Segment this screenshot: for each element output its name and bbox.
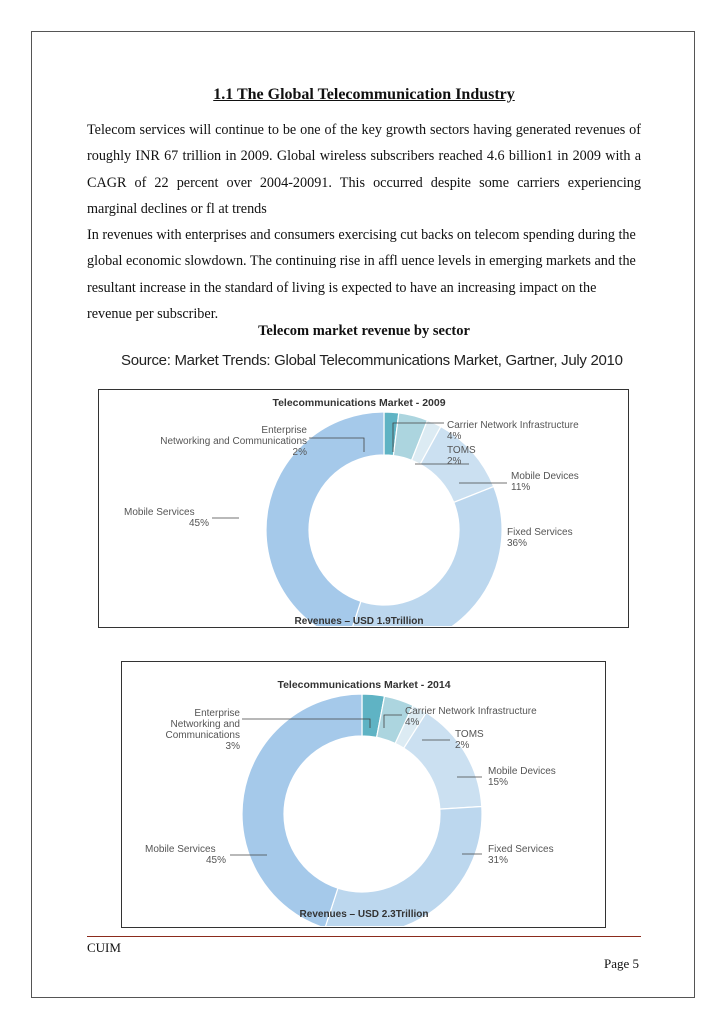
donut-chart-svg	[122, 662, 604, 926]
slice-label-enterprise-networking-and-communications: Enterprise Networking and Communications 2%	[160, 425, 307, 458]
footer-label: CUIM	[87, 940, 121, 955]
slice-label-mobile-devices: Mobile Devices 15%	[488, 766, 556, 788]
source-caption: Source: Market Trends: Global Telecommunications Market, Gartner, July 2010	[121, 352, 623, 369]
donut-chart-svg	[99, 390, 627, 626]
slice-label-enterprise-networking-and-communications: Enterprise Networking and Communications 3%	[165, 708, 240, 752]
donut-chart-2009	[98, 389, 629, 628]
chart-footer: Revenues – USD 2.3Trillion	[299, 909, 429, 920]
footer-rule	[87, 936, 641, 937]
slice-label-mobile-services: Mobile Services 45%	[124, 507, 209, 529]
chart-title: Telecommunications Market - 2014	[277, 679, 451, 691]
body-text	[87, 117, 641, 327]
section-heading: 1.1 The Global Telecommunication Industry	[213, 86, 515, 103]
slice-label-mobile-devices: Mobile Devices 11%	[511, 471, 579, 493]
slice-label-fixed-services: Fixed Services 36%	[507, 527, 573, 549]
slice-label-carrier-network-infrastructure: Carrier Network Infrastructure 4%	[405, 706, 537, 728]
page-number: Page 5	[603, 956, 639, 971]
slice-label-mobile-services: Mobile Services 45%	[145, 844, 226, 866]
slice-label-toms: TOMS 2%	[447, 445, 476, 467]
figure-title: Telecom market revenue by sector	[258, 323, 470, 339]
paragraph: Telecom services will continue to be one of the key growth sectors having generated revenues of roughly INR 67 trillion in 2009. Global wireless subscribers reached 4.6 billion1 in 2009 with a CAGR of 22 percent over 2004-20091. This occurred despite some carriers experiencing marginal declines or fl at trends	[87, 122, 641, 217]
slice-label-carrier-network-infrastructure: Carrier Network Infrastructure 4%	[447, 420, 579, 442]
chart-title: Telecommunications Market - 2009	[272, 397, 446, 409]
slice-label-fixed-services: Fixed Services 31%	[488, 844, 554, 866]
donut-chart-2014	[121, 661, 606, 928]
slice-label-toms: TOMS 2%	[455, 729, 484, 751]
slice-fixed-services	[348, 487, 502, 626]
chart-footer: Revenues – USD 1.9Trillion	[294, 616, 424, 626]
paragraph: In revenues with enterprises and consumers exercising cut backs on telecom spending during the global economic slowdown. The continuing rise in affl uence levels in emerging markets and the resultant increase in the standard of living is expected to have an increasing impact on the revenue per subscriber.	[87, 227, 636, 323]
